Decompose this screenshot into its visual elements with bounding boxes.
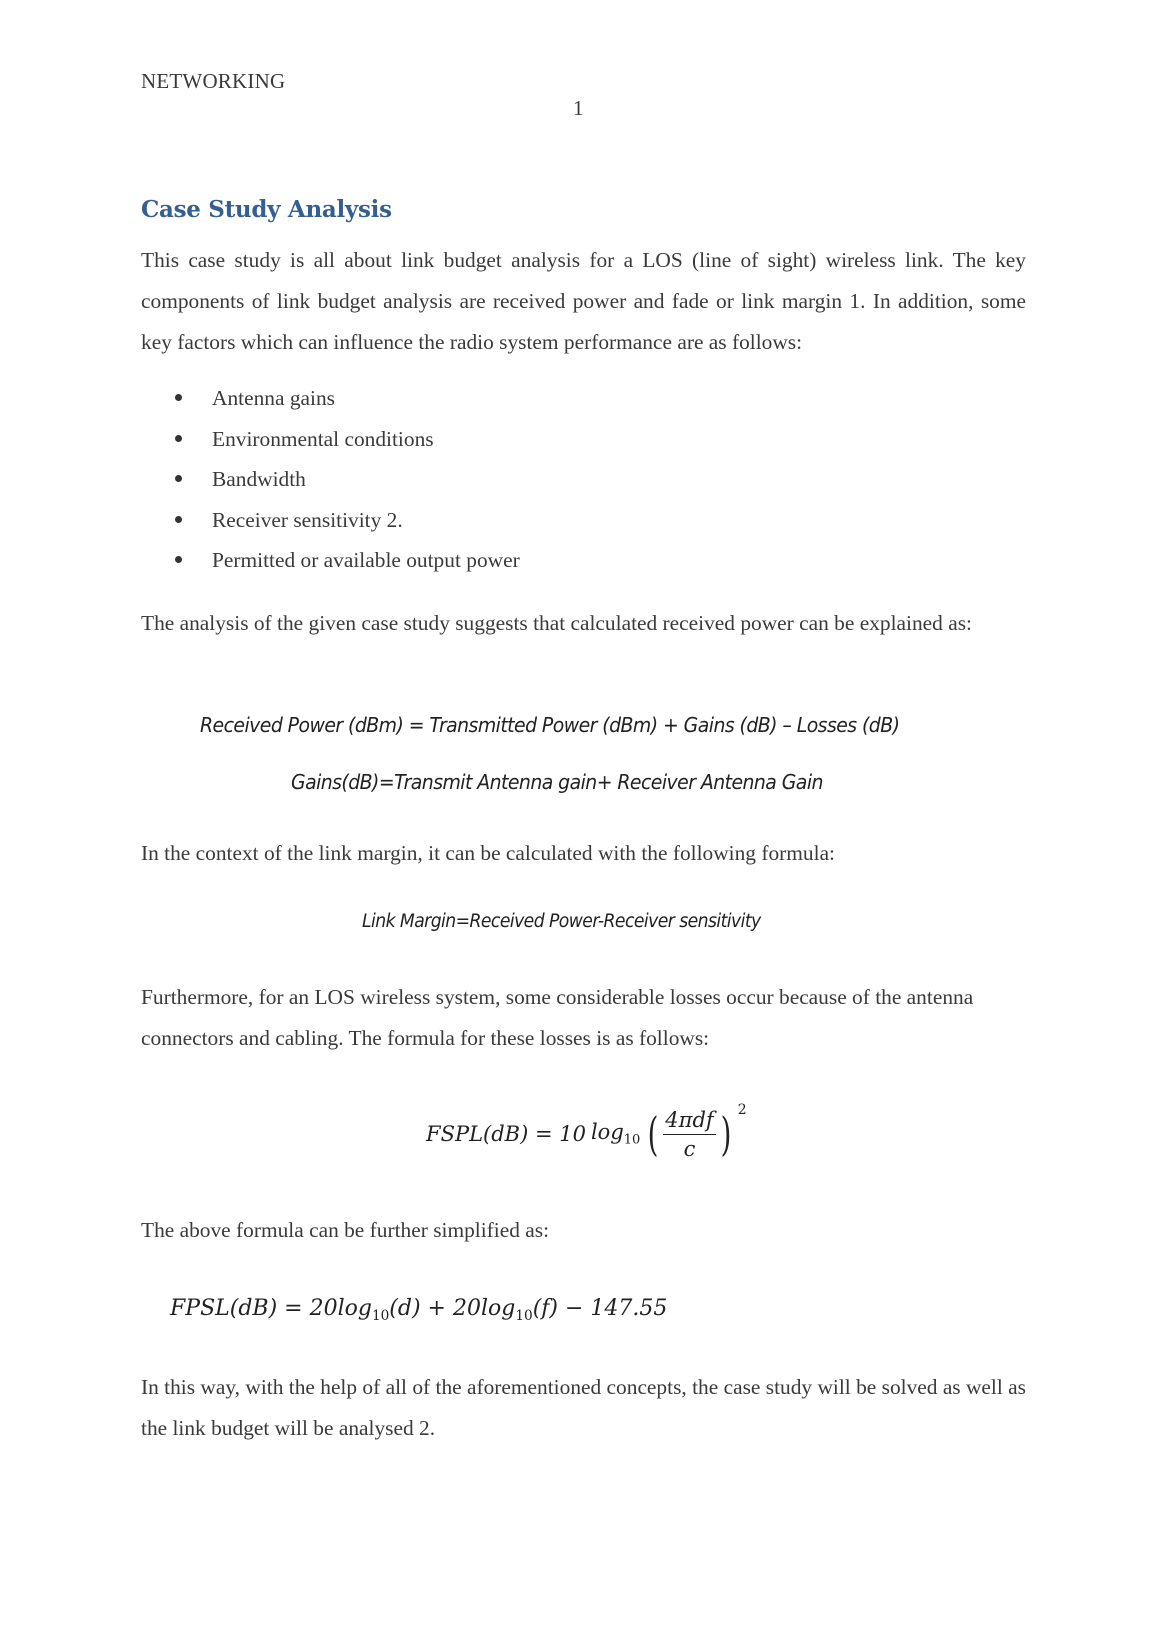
- list-item-text: Permitted or available output power: [212, 548, 520, 572]
- fpsl-arg1: (d) + 20: [389, 1296, 481, 1321]
- fpsl-lhs: FPSL(dB) = 20: [170, 1296, 338, 1321]
- simplified-paragraph: The above formula can be further simplified as:: [141, 1218, 550, 1242]
- conclusion-paragraph: In this way, with the help of all of the aforementioned concepts, the case study will be solved as well as the link budget will be analysed 2.: [141, 1375, 1026, 1440]
- gains-formula: Gains(dB)=Transmit Antenna gain+ Receiver Antenna Gain: [291, 770, 823, 794]
- list-item-text: Receiver sensitivity 2.: [212, 507, 403, 532]
- fspl-exponent: 2: [737, 1101, 747, 1118]
- fspl-lhs: FSPL(dB) = 10: [426, 1122, 586, 1146]
- bullet-icon: [175, 435, 182, 442]
- bullet-icon: [175, 394, 182, 401]
- fspl-denominator: c: [683, 1136, 696, 1161]
- fpsl-log2: log: [480, 1296, 516, 1321]
- fpsl-arg2: (f) − 147.55: [532, 1296, 668, 1321]
- list-item-text: Environmental conditions: [212, 426, 434, 451]
- page-number: 1: [573, 96, 584, 120]
- link-margin-formula: Link Margin=Received Power-Receiver sensitivity: [362, 911, 761, 932]
- bullet-icon: [175, 556, 182, 563]
- fspl-log: log: [590, 1120, 624, 1145]
- received-power-paragraph: The analysis of the given case study suggests that calculated received power can be explained as:: [141, 611, 972, 635]
- fpsl-simplified-formula: [170, 1296, 667, 1324]
- running-head: NETWORKING: [141, 69, 286, 93]
- bullet-icon: [175, 475, 182, 482]
- fspl-fraction: [663, 1108, 715, 1161]
- fspl-formula: [426, 1097, 747, 1171]
- fspl-log-base: 10: [623, 1132, 641, 1148]
- right-paren-icon: ): [720, 1107, 732, 1161]
- fpsl-base1: 10: [371, 1307, 390, 1324]
- left-paren-icon: (: [647, 1107, 659, 1161]
- link-margin-paragraph: In the context of the link margin, it can be calculated with the following formula:: [141, 841, 836, 865]
- received-power-formula: Received Power (dBm) = Transmitted Power (dBm) + Gains (dB) – Losses (dB): [200, 713, 900, 737]
- fpsl-log1: log: [337, 1296, 372, 1321]
- fspl-fraction-group: [644, 1101, 747, 1161]
- intro-paragraph: This case study is all about link budget analysis for a LOS (line of sight) wireless link. The key components of link budget analysis are received power and fade or link margin 1. In addition, some key factors which can influence the radio system performance are as follows:: [141, 248, 1026, 354]
- section-heading: Case Study Analysis: [141, 196, 392, 223]
- list-item-text: Bandwidth: [212, 467, 306, 491]
- bullet-icon: [175, 516, 182, 523]
- fpsl-base2: 10: [515, 1307, 533, 1324]
- fspl-numerator: 4πdf: [663, 1108, 715, 1135]
- losses-paragraph: Furthermore, for an LOS wireless system, some considerable losses occur because of the antenna connectors and cabling. The formula for these losses is as follows:: [141, 985, 974, 1050]
- list-item-text: Antenna gains: [212, 386, 335, 410]
